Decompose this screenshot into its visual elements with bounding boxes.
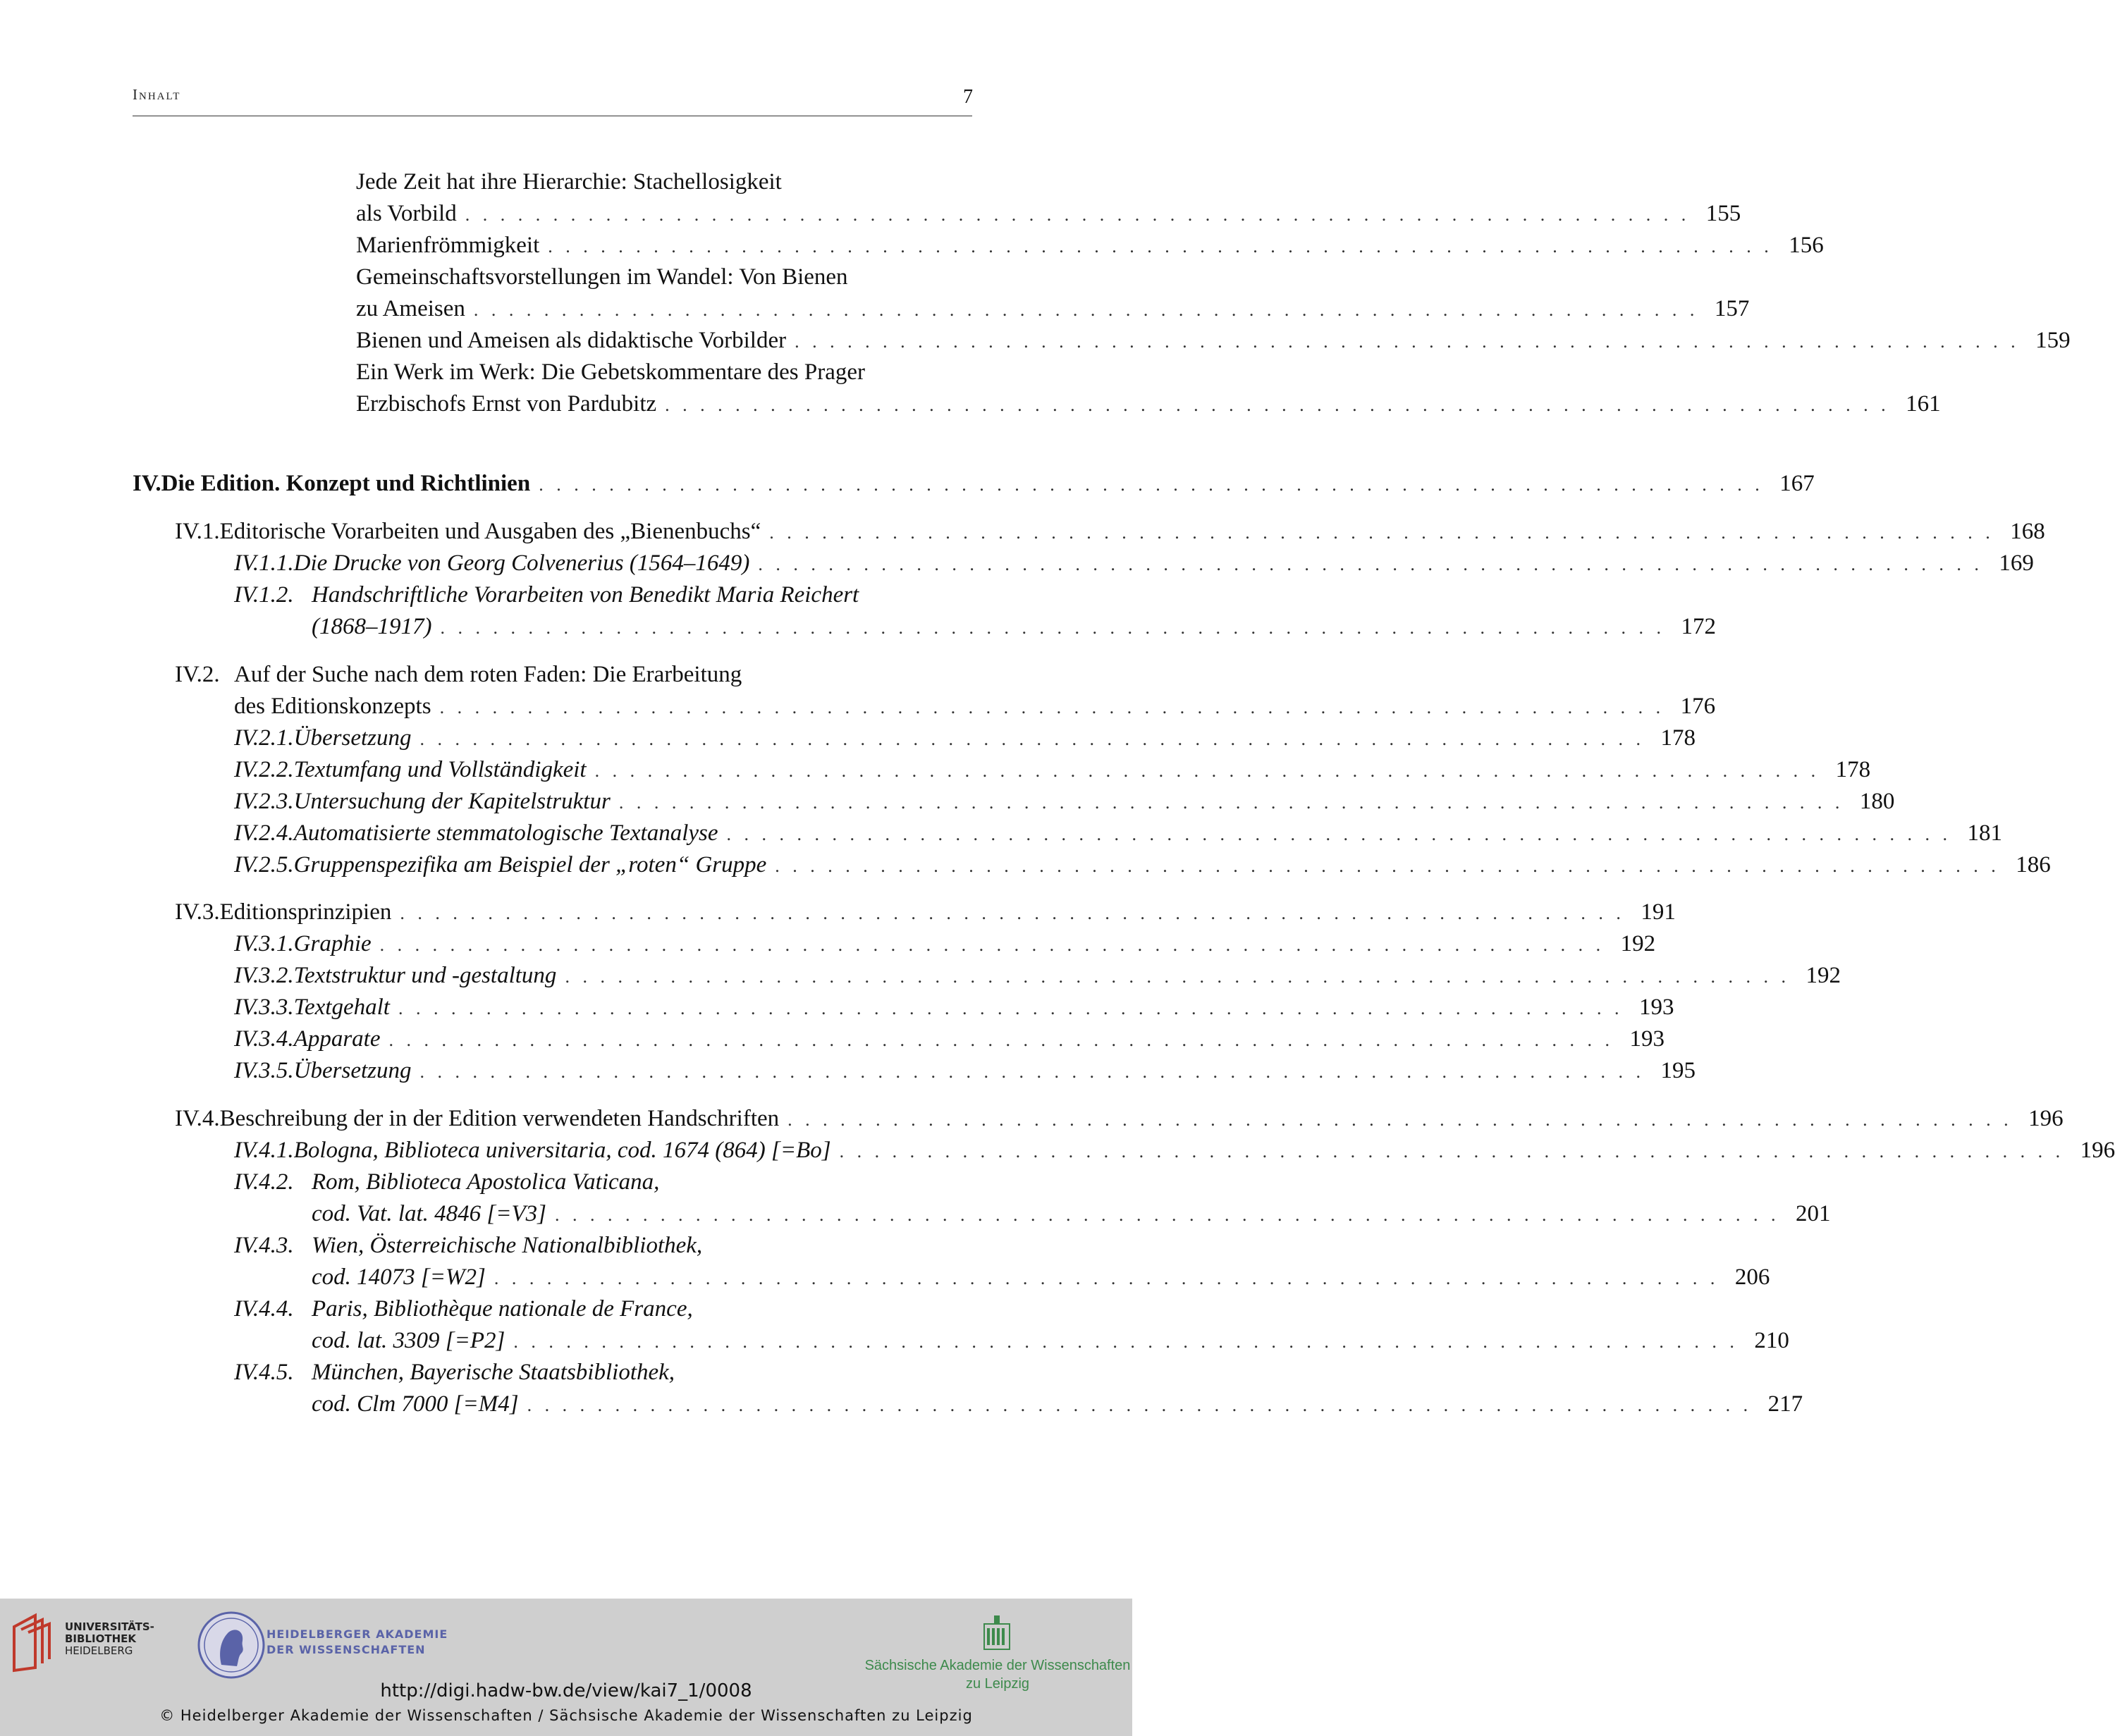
toc-subsection-title: Textumfang und Vollständigkeit [293,757,587,782]
hadw-line-2: DER WISSENSCHAFTEN [266,1643,426,1656]
dot-leader: . . . . . . . . . . . . . . . . . . . . . . . . . . . . . . . . . . . . . . . . . . . . . . . . . . . . . . . . . . . . . . . . . . . . . . [473,300,1699,320]
toc-subsection[interactable] [234,1135,2115,1166]
toc-entry-title: Marienfrömmigkeit [356,233,540,258]
toc-subsection-page: 172 [1681,614,1716,639]
toc-entry[interactable] [356,198,1741,229]
toc-entry-title: Gemeinschaftsvorstellungen im Wandel: Von Bienen [356,264,848,290]
toc-subsection[interactable] [234,548,2034,579]
toc-subsection-title: Graphie [293,931,372,956]
toc-subsection-page: 196 [2080,1138,2115,1163]
toc-subsection-title: Wien, Österreichische Nationalbibliothek, [312,1233,703,1258]
toc-chapter-page: 167 [1779,471,1815,496]
toc-subsection[interactable] [234,818,2003,849]
dot-leader: . . . . . . . . . . . . . . . . . . . . . . . . . . . . . . . . . . . . . . . . . . . . . . . . . . . . . . . . . . . . . . . . . . . . . . [439,697,1665,718]
toc-subsection[interactable] [312,1325,1789,1356]
permalink-url[interactable]: http://digi.hadw-bw.de/view/kai7_1/0008 [380,1680,752,1701]
toc-entry-page: 161 [1906,391,1941,417]
toc-section-page: 176 [1680,694,1716,719]
toc-subsection-number: IV.3.5. [234,1058,294,1083]
saw-line-2: zu Leipzig [965,1676,1030,1692]
dot-leader: . . . . . . . . . . . . . . . . . . . . . . . . . . . . . . . . . . . . . . . . . . . . . . . . . . . . . . . . . . . . . . . . . . . . . . [769,522,1994,543]
dot-leader: . . . . . . . . . . . . . . . . . . . . . . . . . . . . . . . . . . . . . . . . . . . . . . . . . . . . . . . . . . . . . . . . . . . . . . [775,856,2000,876]
toc-entry-page: 155 [1705,201,1741,226]
toc-section-number: IV.3. [175,899,220,925]
dot-leader: . . . . . . . . . . . . . . . . . . . . . . . . . . . . . . . . . . . . . . . . . . . . . . . . . . . . . . . . . . . . . . . . . . . . . . [419,1061,1645,1082]
toc-subsection-number: IV.1.2. [234,582,294,608]
toc-subsection-number: IV.3.4. [234,1026,294,1052]
toc-subsection-page: 169 [1999,550,2034,576]
toc-subsection-number: IV.2.4. [234,820,294,846]
dot-leader: . . . . . . . . . . . . . . . . . . . . . . . . . . . . . . . . . . . . . . . . . . . . . . . . . . . . . . . . . . . . . . . . . . . . . . [494,1268,1719,1288]
toc-subsection-title: Paris, Bibliothèque nationale de France, [312,1296,693,1322]
ub-heidelberg-logo-icon[interactable] [11,1613,58,1673]
dot-leader: . . . . . . . . . . . . . . . . . . . . . . . . . . . . . . . . . . . . . . . . . . . . . . . . . . . . . . . . . . . . . . . . . . . . . . [513,1331,1739,1352]
toc-entry-page: 156 [1789,233,1824,258]
toc-subsection-number: IV.1.1. [234,550,294,576]
toc-subsection-page: 217 [1767,1391,1803,1417]
toc-subsection-title: cod. 14073 [=W2] [312,1264,486,1290]
hadw-line-1: HEIDELBERGER AKADEMIE [266,1627,448,1641]
toc-subsection-number: IV.4.3. [234,1233,294,1258]
toc-subsection-page: 210 [1754,1328,1789,1353]
dot-leader: . . . . . . . . . . . . . . . . . . . . . . . . . . . . . . . . . . . . . . . . . . . . . . . . . . . . . . . . . . . . . . . . . . . . . . [795,331,2020,352]
dot-leader: . . . . . . . . . . . . . . . . . . . . . . . . . . . . . . . . . . . . . . . . . . . . . . . . . . . . . . . . . . . . . . . . . . . . . . [758,554,1983,574]
dot-leader: . . . . . . . . . . . . . . . . . . . . . . . . . . . . . . . . . . . . . . . . . . . . . . . . . . . . . . . . . . . . . . . . . . . . . . [726,824,1952,844]
toc-subsection-page: 206 [1734,1264,1770,1290]
toc-subsection-title: Handschriftliche Vorarbeiten von Benedikt Maria Reichert [312,582,859,608]
toc-subsection[interactable] [234,786,1895,817]
toc-subsection-title: Apparate [293,1026,381,1052]
dot-leader: . . . . . . . . . . . . . . . . . . . . . . . . . . . . . . . . . . . . . . . . . . . . . . . . . . . . . . . . . . . . . . . . . . . . . . [548,236,1773,257]
toc-section-title: Editorische Vorarbeiten und Ausgaben des „Bienenbuchs“ [219,519,761,544]
toc-subsection-title: Untersuchung der Kapitelstruktur [293,789,611,814]
hadw-wordmark [266,1627,448,1658]
toc-entry-title: Jede Zeit hat ihre Hierarchie: Stachellosigkeit [356,169,782,195]
toc-section-title: Beschreibung der in der Edition verwendeten Handschriften [219,1106,780,1131]
toc-subsection-page: 193 [1629,1026,1665,1052]
toc-subsection-page: 192 [1806,963,1841,988]
footer-band [0,1599,1132,1736]
toc-subsection-number: IV.4.5. [234,1360,294,1385]
dot-leader: . . . . . . . . . . . . . . . . . . . . . . . . . . . . . . . . . . . . . . . . . . . . . . . . . . . . . . . . . . . . . . . . . . . . . . [565,966,1790,987]
toc-subsection-number: IV.4.2. [234,1169,294,1195]
toc-subsection-number: IV.2.1. [234,725,294,751]
copyright-notice: © Heidelberger Akademie der Wissenschaften / Sächsische Akademie der Wissenschaften zu Leipzig [159,1707,973,1724]
toc-subsection[interactable] [312,1389,1803,1420]
toc-subsection[interactable] [234,928,1656,959]
dot-leader: . . . . . . . . . . . . . . . . . . . . . . . . . . . . . . . . . . . . . . . . . . . . . . . . . . . . . . . . . . . . . . . . . . . . . . [419,729,1645,749]
toc-entry [356,166,970,197]
toc-subsection-title: cod. lat. 3309 [=P2] [312,1328,505,1353]
toc-entry-page: 159 [2035,328,2071,353]
toc-subsection-title: Automatisierte stemmatologische Textanalyse [293,820,718,846]
toc-entry[interactable] [356,230,1824,261]
dot-leader: . . . . . . . . . . . . . . . . . . . . . . . . . . . . . . . . . . . . . . . . . . . . . . . . . . . . . . . . . . . . . . . . . . . . . . [665,395,1890,415]
toc-entry[interactable] [356,293,1750,324]
toc-entry[interactable] [356,325,2071,356]
toc-subsection-title: München, Bayerische Staatsbibliothek, [312,1360,675,1385]
toc-subsection [234,1166,970,1198]
dot-leader: . . . . . . . . . . . . . . . . . . . . . . . . . . . . . . . . . . . . . . . . . . . . . . . . . . . . . . . . . . . . . . . . . . . . . . [618,792,1844,813]
toc-subsection-page: 201 [1796,1201,1831,1226]
toc-subsection-title: cod. Clm 7000 [=M4] [312,1391,519,1417]
toc-entry [356,357,970,388]
toc-subsection-title: Bologna, Biblioteca universitaria, cod. 1674 (864) [=Bo] [293,1138,831,1163]
ub-line-3: HEIDELBERG [65,1644,133,1657]
toc-chapter[interactable] [133,468,1815,499]
dot-leader: . . . . . . . . . . . . . . . . . . . . . . . . . . . . . . . . . . . . . . . . . . . . . . . . . . . . . . . . . . . . . . . . . . . . . . [594,761,1820,781]
running-head: Inhalt [133,86,181,103]
toc-section-title: Auf der Suche nach dem roten Faden: Die Erarbeitung [234,662,742,687]
dot-leader: . . . . . . . . . . . . . . . . . . . . . . . . . . . . . . . . . . . . . . . . . . . . . . . . . . . . . . . . . . . . . . . . . . . . . . [388,1030,1614,1050]
toc-subsection-title: Textstruktur und -gestaltung [293,963,557,988]
toc-section-page: 168 [2010,519,2045,544]
toc-subsection-page: 178 [1660,725,1696,751]
toc-subsection-number: IV.4.4. [234,1296,294,1322]
dot-leader: . . . . . . . . . . . . . . . . . . . . . . . . . . . . . . . . . . . . . . . . . . . . . . . . . . . . . . . . . . . . . . . . . . . . . . [527,1395,1753,1415]
toc-subsection-title: Übersetzung [293,725,412,751]
toc-subsection-page: 193 [1638,995,1674,1020]
toc-section [175,659,970,690]
dot-leader: . . . . . . . . . . . . . . . . . . . . . . . . . . . . . . . . . . . . . . . . . . . . . . . . . . . . . . . . . . . . . . . . . . . . . . [555,1205,1780,1225]
toc-subsection[interactable] [234,722,1696,753]
toc-subsection-title: Die Drucke von Georg Colvenerius (1564–1649) [293,550,750,576]
saw-leipzig-building-icon[interactable] [983,1614,1011,1651]
toc-entry[interactable] [356,388,1941,419]
toc-chapter-number: IV. [133,471,161,496]
toc-entry-title: Erzbischofs Ernst von Pardubitz [356,391,657,417]
dot-leader: . . . . . . . . . . . . . . . . . . . . . . . . . . . . . . . . . . . . . . . . . . . . . . . . . . . . . . . . . . . . . . . . . . . . . . [539,474,1764,495]
toc-section-title: des Editionskonzepts [234,694,431,719]
toc-subsection-title: Übersetzung [293,1058,412,1083]
dot-leader: . . . . . . . . . . . . . . . . . . . . . . . . . . . . . . . . . . . . . . . . . . . . . . . . . . . . . . . . . . . . . . . . . . . . . . [465,204,1691,225]
toc-entry-title: zu Ameisen [356,296,465,321]
toc-entry-title: Bienen und Ameisen als didaktische Vorbilder [356,328,787,353]
toc-subsection[interactable] [312,611,1716,642]
toc-subsection[interactable] [234,960,1841,991]
saw-line-1: Sächsische Akademie der Wissenschaften [864,1658,1131,1673]
toc-subsection-title: Rom, Biblioteca Apostolica Vaticana, [312,1169,660,1195]
toc-subsection-title: cod. Vat. lat. 4846 [=V3] [312,1201,547,1226]
toc-section[interactable] [175,1103,2064,1134]
toc-subsection[interactable] [234,1055,1696,1086]
toc-section-title: Editionsprinzipien [219,899,392,925]
toc-subsection [234,1230,970,1261]
toc-subsection-number: IV.3.1. [234,931,294,956]
toc-subsection-number: IV.2.3. [234,789,294,814]
toc-section[interactable] [234,691,1716,722]
dot-leader: . . . . . . . . . . . . . . . . . . . . . . . . . . . . . . . . . . . . . . . . . . . . . . . . . . . . . . . . . . . . . . . . . . . . . . [787,1109,2013,1130]
toc-entry [356,261,970,293]
ub-heidelberg-wordmark [65,1621,154,1657]
toc-subsection-number: IV.2.5. [234,852,294,878]
hadw-seal-icon[interactable] [196,1610,266,1680]
toc-section[interactable] [175,897,1676,928]
toc-subsection[interactable] [312,1262,1770,1293]
toc-entry-page: 157 [1714,296,1750,321]
toc-subsection-title: (1868–1917) [312,614,432,639]
toc-subsection-number: IV.3.2. [234,963,294,988]
toc-subsection[interactable] [234,849,2051,880]
toc-section-page: 191 [1641,899,1676,925]
toc-section-page: 196 [2028,1106,2064,1131]
ub-line-1: UNIVERSITÄTS- [65,1620,154,1633]
toc-subsection[interactable] [312,1198,1831,1229]
toc-entry-title: Ein Werk im Werk: Die Gebetskommentare des Prager [356,359,866,385]
toc-subsection-page: 181 [1967,820,2003,846]
toc-subsection [234,579,970,610]
toc-subsection-page: 195 [1660,1058,1696,1083]
dot-leader: . . . . . . . . . . . . . . . . . . . . . . . . . . . . . . . . . . . . . . . . . . . . . . . . . . . . . . . . . . . . . . . . . . . . . . [398,998,1624,1018]
dot-leader: . . . . . . . . . . . . . . . . . . . . . . . . . . . . . . . . . . . . . . . . . . . . . . . . . . . . . . . . . . . . . . . . . . . . . . [379,935,1605,955]
toc-subsection-title: Textgehalt [293,995,390,1020]
dot-leader: . . . . . . . . . . . . . . . . . . . . . . . . . . . . . . . . . . . . . . . . . . . . . . . . . . . . . . . . . . . . . . . . . . . . . . [440,617,1665,638]
toc-entry-title: als Vorbild [356,201,457,226]
toc-subsection-page: 186 [2016,852,2051,878]
toc-section[interactable] [175,516,2045,547]
toc-subsection-number: IV.4.1. [234,1138,294,1163]
toc-subsection[interactable] [234,992,1674,1023]
toc-subsection[interactable] [234,754,1871,785]
toc-subsection-number: IV.2.2. [234,757,294,782]
toc-section-number: IV.4. [175,1106,220,1131]
page-number: 7 [963,86,973,108]
toc-subsection-number: IV.3.3. [234,995,294,1020]
toc-section-number: IV.2. [175,662,220,687]
dot-leader: . . . . . . . . . . . . . . . . . . . . . . . . . . . . . . . . . . . . . . . . . . . . . . . . . . . . . . . . . . . . . . . . . . . . . . [839,1141,2065,1162]
toc-subsection-title: Gruppenspezifika am Beispiel der „roten“ Gruppe [293,852,767,878]
toc-subsection-page: 178 [1835,757,1871,782]
ub-line-2: BIBLIOTHEK [65,1632,136,1645]
toc-subsection [234,1357,970,1388]
toc-section-number: IV.1. [175,519,220,544]
toc-subsection-page: 192 [1620,931,1656,956]
toc-subsection[interactable] [234,1023,1665,1054]
toc-subsection-page: 180 [1859,789,1895,814]
toc-subsection [234,1293,970,1324]
dot-leader: . . . . . . . . . . . . . . . . . . . . . . . . . . . . . . . . . . . . . . . . . . . . . . . . . . . . . . . . . . . . . . . . . . . . . . [400,903,1625,923]
toc-chapter-title: Die Edition. Konzept und Richtlinien [161,471,531,496]
